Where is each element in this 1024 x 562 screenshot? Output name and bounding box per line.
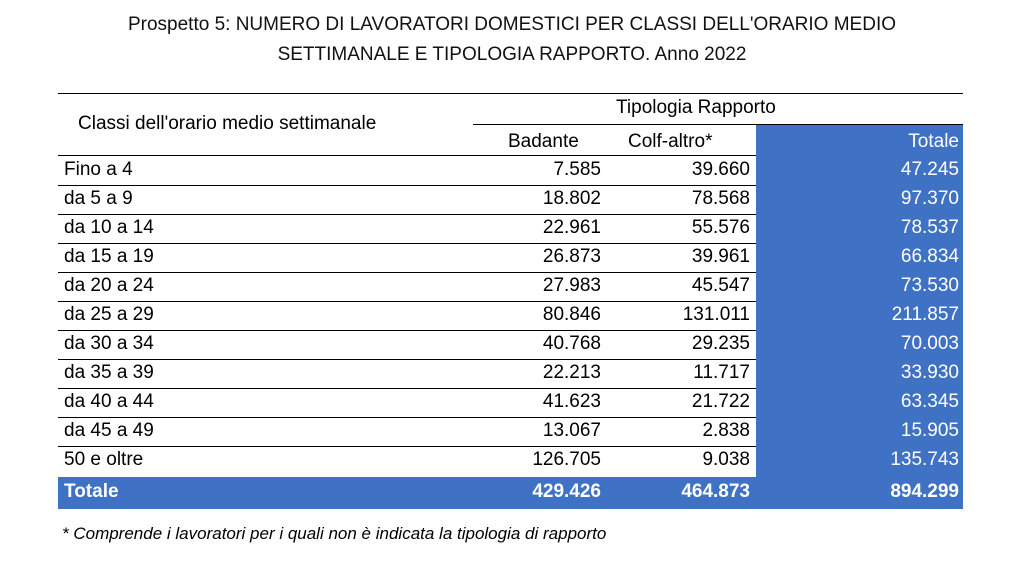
table-row <box>58 243 963 272</box>
cell-colf: 29.235 <box>691 333 750 354</box>
column-header-badante: Badante <box>508 131 579 152</box>
total-totale: 894.299 <box>890 481 959 502</box>
table-row <box>58 359 963 388</box>
cell-totale: 15.905 <box>900 420 959 441</box>
total-colf: 464.873 <box>681 481 750 502</box>
cell-badante: 7.585 <box>553 159 601 180</box>
row-label: da 30 a 34 <box>64 333 154 354</box>
cell-colf: 45.547 <box>691 275 750 296</box>
cell-colf: 78.568 <box>691 188 750 209</box>
title-line-2: SETTIMANALE E TIPOLOGIA RAPPORTO. Anno 2022 <box>277 44 747 65</box>
cell-badante: 26.873 <box>542 246 601 267</box>
cell-totale: 97.370 <box>900 188 959 209</box>
row-label: da 5 a 9 <box>64 188 133 209</box>
cell-totale: 211.857 <box>891 304 959 325</box>
row-label: da 40 a 44 <box>64 391 154 412</box>
row-label: da 10 a 14 <box>64 217 154 238</box>
cell-totale: 63.345 <box>900 391 959 412</box>
title-line-1: Prospetto 5: NUMERO DI LAVORATORI DOMESTICI PER CLASSI DELL'ORARIO MEDIO <box>127 14 897 35</box>
cell-colf: 131.011 <box>682 304 750 325</box>
cell-badante: 41.623 <box>542 391 601 412</box>
table-row <box>58 388 963 417</box>
cell-colf: 39.961 <box>691 246 750 267</box>
cell-totale: 73.530 <box>900 275 959 296</box>
table-row <box>58 185 963 214</box>
cell-badante: 80.846 <box>542 304 601 325</box>
row-header: Classi dell'orario medio settimanale <box>78 113 377 134</box>
cell-colf: 9.038 <box>702 449 750 470</box>
cell-colf: 2.838 <box>702 420 750 441</box>
row-label: Fino a 4 <box>64 159 133 180</box>
row-label: da 25 a 29 <box>64 304 154 325</box>
cell-colf: 39.660 <box>691 159 750 180</box>
cell-totale: 66.834 <box>900 246 959 267</box>
total-badante: 429.426 <box>532 481 601 502</box>
cell-colf: 55.576 <box>691 217 750 238</box>
table-row <box>58 156 963 185</box>
row-label: 50 e oltre <box>64 449 144 470</box>
table-row <box>58 272 963 301</box>
cell-totale: 47.245 <box>900 159 959 180</box>
cell-totale: 78.537 <box>900 217 959 238</box>
table-row <box>58 214 963 243</box>
cell-colf: 11.717 <box>693 362 750 383</box>
row-label: da 35 a 39 <box>64 362 154 383</box>
cell-totale: 33.930 <box>900 362 959 383</box>
row-label: da 45 a 49 <box>64 420 154 441</box>
cell-badante: 40.768 <box>542 333 601 354</box>
column-header-totale: Totale <box>908 131 959 152</box>
total-label: Totale <box>64 481 119 502</box>
cell-badante: 22.213 <box>542 362 601 383</box>
table-row <box>58 330 963 359</box>
cell-badante: 18.802 <box>542 188 601 209</box>
cell-badante: 27.983 <box>542 275 601 296</box>
group-header: Tipologia Rapporto <box>616 97 776 118</box>
column-header-colf: Colf-altro* <box>628 131 713 152</box>
row-label: da 15 a 19 <box>64 246 154 267</box>
cell-totale: 70.003 <box>900 333 959 354</box>
cell-totale: 135.743 <box>890 449 959 470</box>
footnote: * Comprende i lavoratori per i quali non è indicata la tipologia di rapporto <box>62 524 607 543</box>
cell-badante: 13.067 <box>542 420 601 441</box>
cell-badante: 126.705 <box>532 449 601 470</box>
cell-colf: 21.722 <box>691 391 750 412</box>
total-row <box>58 478 963 507</box>
table-row <box>58 417 963 446</box>
top-rule <box>58 93 963 94</box>
table-row <box>58 301 963 330</box>
data-table <box>58 93 963 511</box>
table-row <box>58 446 963 475</box>
table-title <box>0 10 1024 70</box>
cell-badante: 22.961 <box>542 217 601 238</box>
row-label: da 20 a 24 <box>64 275 154 296</box>
